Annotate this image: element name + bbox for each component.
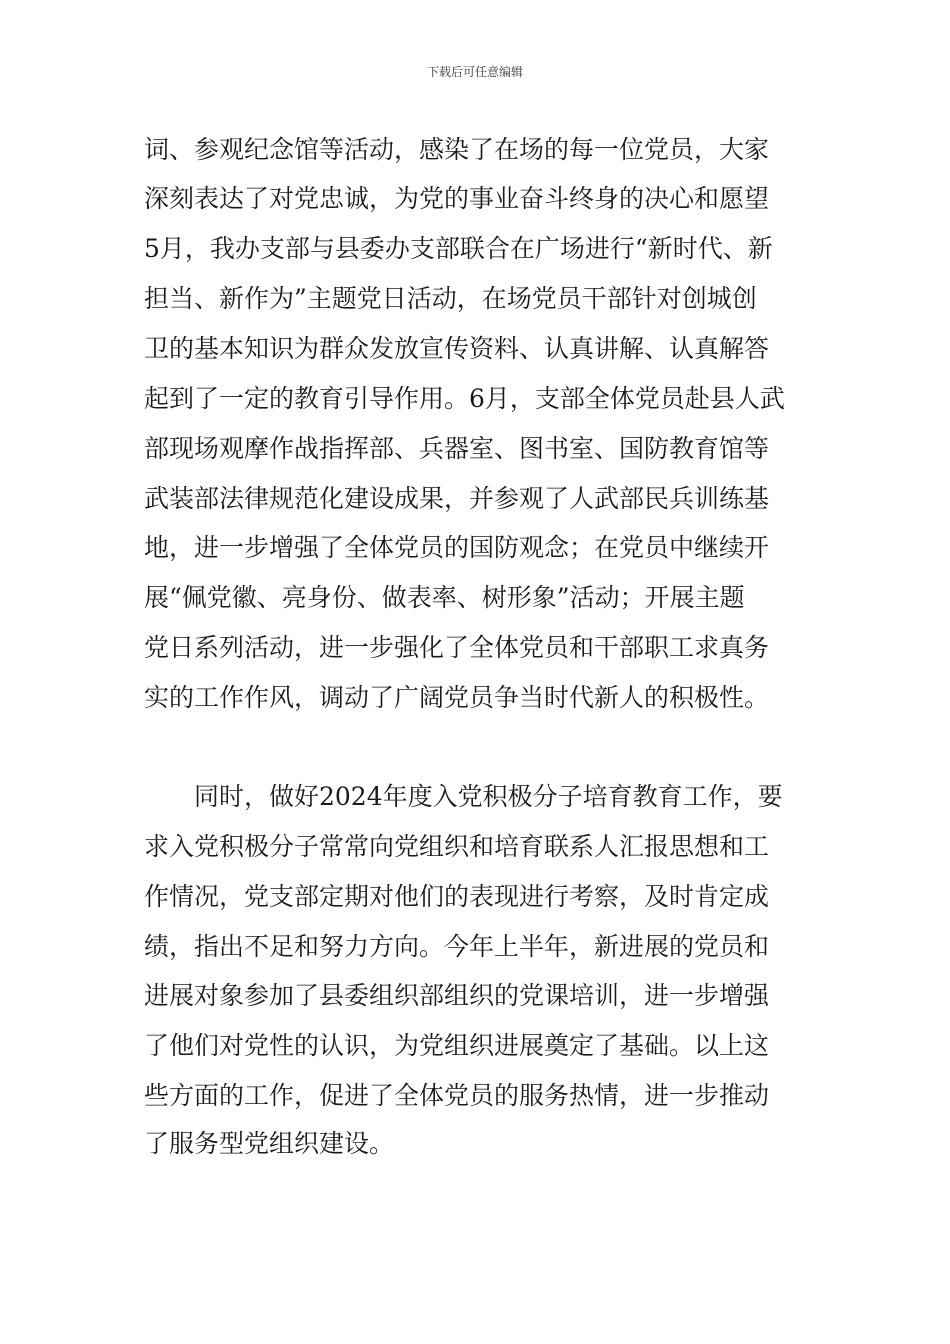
paragraph-line: 作情况，党支部定期对他们的表现进行考察，及时肯定成 bbox=[144, 882, 770, 911]
paragraph-line: 同时，做好2024年度入党积极分子培育教育工作，要 bbox=[194, 782, 783, 811]
paragraph-line: 起到了一定的教育引导作用。6月，支部全体党员赴县人武 bbox=[144, 384, 785, 413]
paragraph-line: 部现场观摩作战指挥部、兵器室、图书室、国防教育馆等 bbox=[144, 434, 770, 463]
paragraph-line: 5月，我办支部与县委办支部联合在广场进行“新时代、新 bbox=[144, 234, 773, 263]
paragraph-line: 词、参观纪念馆等活动，感染了在场的每一位党员，大家 bbox=[144, 135, 770, 164]
paragraph-line: 绩，指出不足和努力方向。今年上半年，新进展的党员和 bbox=[144, 932, 770, 961]
paragraph-line: 了他们对党性的认识，为党组织进展奠定了基础。以上这 bbox=[144, 1031, 770, 1060]
paragraph-line: 进展对象参加了县委组织部组织的党课培训，进一步增强 bbox=[144, 981, 770, 1010]
page-header-note: 下载后可任意编辑 bbox=[426, 65, 523, 79]
paragraph-line: 实的工作作风，调动了广阔党员争当时代新人的积极性。 bbox=[144, 683, 770, 712]
paragraph-line: 担当、新作为”主题党日活动，在场党员干部针对创城创 bbox=[144, 284, 757, 313]
paragraph-line: 了服务型党组织建设。 bbox=[144, 1129, 395, 1158]
paragraph-line: 深刻表达了对党忠诚，为党的事业奋斗终身的决心和愿望 bbox=[144, 184, 770, 213]
paragraph-line: 党日系列活动，进一步强化了全体党员和干部职工求真务 bbox=[144, 633, 770, 662]
paragraph-line: 些方面的工作，促进了全体党员的服务热情，进一步推动 bbox=[144, 1081, 770, 1110]
paragraph-line: 地，进一步增强了全体党员的国防观念；在党员中继续开 bbox=[144, 533, 770, 562]
paragraph-line: 武装部法律规范化建设成果，并参观了人武部民兵训练基 bbox=[144, 484, 770, 513]
paragraph-line: 展“佩党徽、亮身份、做表率、树形象”活动；开展主题 bbox=[144, 583, 745, 612]
paragraph-line: 卫的基本知识为群众发放宣传资料、认真讲解、认真解答 bbox=[144, 334, 770, 363]
paragraph-line: 求入党积极分子常常向党组织和培育联系人汇报思想和工 bbox=[144, 832, 770, 861]
